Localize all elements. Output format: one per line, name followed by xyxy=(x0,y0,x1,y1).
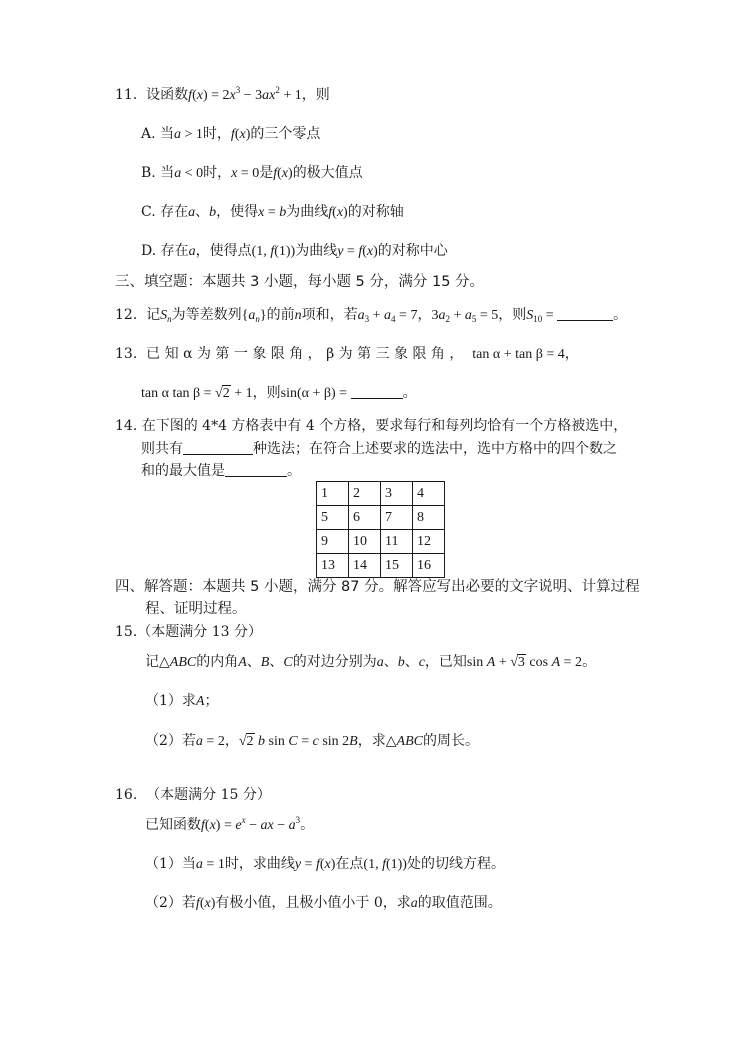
grid-cell: 14 xyxy=(349,554,381,578)
q14-blank-max xyxy=(225,462,287,477)
q15-header: 15.（本题满分 13 分） xyxy=(115,624,262,640)
table-row xyxy=(317,530,445,554)
q15-stem: 记△ABC的内角A、B、C的对边分别为a、b、c，已知sin A + √3 cos A = 2。 xyxy=(145,654,597,670)
section-4-title-cont: 程、证明过程。 xyxy=(145,601,247,617)
q11-option-d: D. 存在a，使得点(1, f(1))为曲线y = f(x)的对称中心 xyxy=(141,243,448,259)
q11-stem: 11. 设函数$f(x) = 2x^3 - 3ax^2 + 1$，则 xyxy=(115,85,330,103)
q15-part2: （2）若a = 2，√2 b sin C = c sin 2B，求△ABC的周长。 xyxy=(145,733,479,749)
grid-cell: 7 xyxy=(381,506,413,530)
table-row xyxy=(317,506,445,530)
section-3-title: 三、填空题：本题共 3 小题，每小题 5 分，满分 15 分。 xyxy=(115,274,485,290)
table-row xyxy=(317,482,445,506)
q16-part2: （2）若f(x)有极小值，且极小值小于 0，求a的取值范围。 xyxy=(145,895,502,911)
q12-text: 12. 记$S_n$为等差数列$\{a_n\}$的前n项和，若$a_3 + a_4 = 7$，$3a_2 + a_5 = 5$，则$S_{10}$ = 。 xyxy=(115,307,628,324)
q16-part1: （1）当a = 1时，求曲线y = f(x)在点(1, f(1))处的切线方程。 xyxy=(145,856,505,872)
q14-blank-count xyxy=(183,440,253,455)
q16-header: 16. （本题满分 15 分） xyxy=(115,787,271,803)
grid-cell: 3 xyxy=(381,482,413,506)
grid-cell: 12 xyxy=(413,530,445,554)
q15-part1: （1）求A； xyxy=(145,693,219,709)
q13-line1: 13. 已 知 α 为 第 一 象 限 角 ， β 为 第 三 象 限 角 ， tan α + tan β = 4， xyxy=(115,346,579,362)
grid-cell: 1 xyxy=(317,482,349,506)
grid-cell: 16 xyxy=(413,554,445,578)
q11-option-b: B. 当a < 0时，x = 0是f(x)的极大值点 xyxy=(141,165,363,181)
q14-line2: 则共有 种选法；在符合上述要求的选法中，选中方格中的四个数之 xyxy=(141,441,617,457)
grid-cell: 9 xyxy=(317,530,349,554)
grid-cell: 5 xyxy=(317,506,349,530)
q13-answer-blank xyxy=(351,384,403,399)
table-row xyxy=(317,554,445,578)
grid-cell: 8 xyxy=(413,506,445,530)
q16-stem: 已知函数$f(x) = e^x$ − ax − $a^3$。 xyxy=(145,815,315,833)
q14-grid-table xyxy=(316,481,445,578)
grid-cell: 10 xyxy=(349,530,381,554)
q14-line3: 和的最大值是 。 xyxy=(141,463,301,479)
q13-line2: tan α tan β = √2 + 1，则sin(α + β) = 。 xyxy=(141,385,417,401)
grid-cell: 2 xyxy=(349,482,381,506)
section-4-title: 四、解答题：本题共 5 小题，满分 87 分。解答应写出必要的文字说明、计算过程 xyxy=(115,579,640,595)
grid-cell: 4 xyxy=(413,482,445,506)
q12-answer-blank xyxy=(557,306,613,321)
grid-cell: 11 xyxy=(381,530,413,554)
q11-option-c: C. 存在a、b，使得x = b为曲线f(x)的对称轴 xyxy=(141,204,404,220)
grid-cell: 15 xyxy=(381,554,413,578)
grid-cell: 6 xyxy=(349,506,381,530)
grid-cell: 13 xyxy=(317,554,349,578)
q14-line1: 14. 在下图的 4*4 方格表中有 4 个方格，要求每行和每列均恰有一个方格被选中， xyxy=(115,418,628,434)
q11-option-a: A. 当a > 1时，f(x)的三个零点 xyxy=(141,126,321,142)
